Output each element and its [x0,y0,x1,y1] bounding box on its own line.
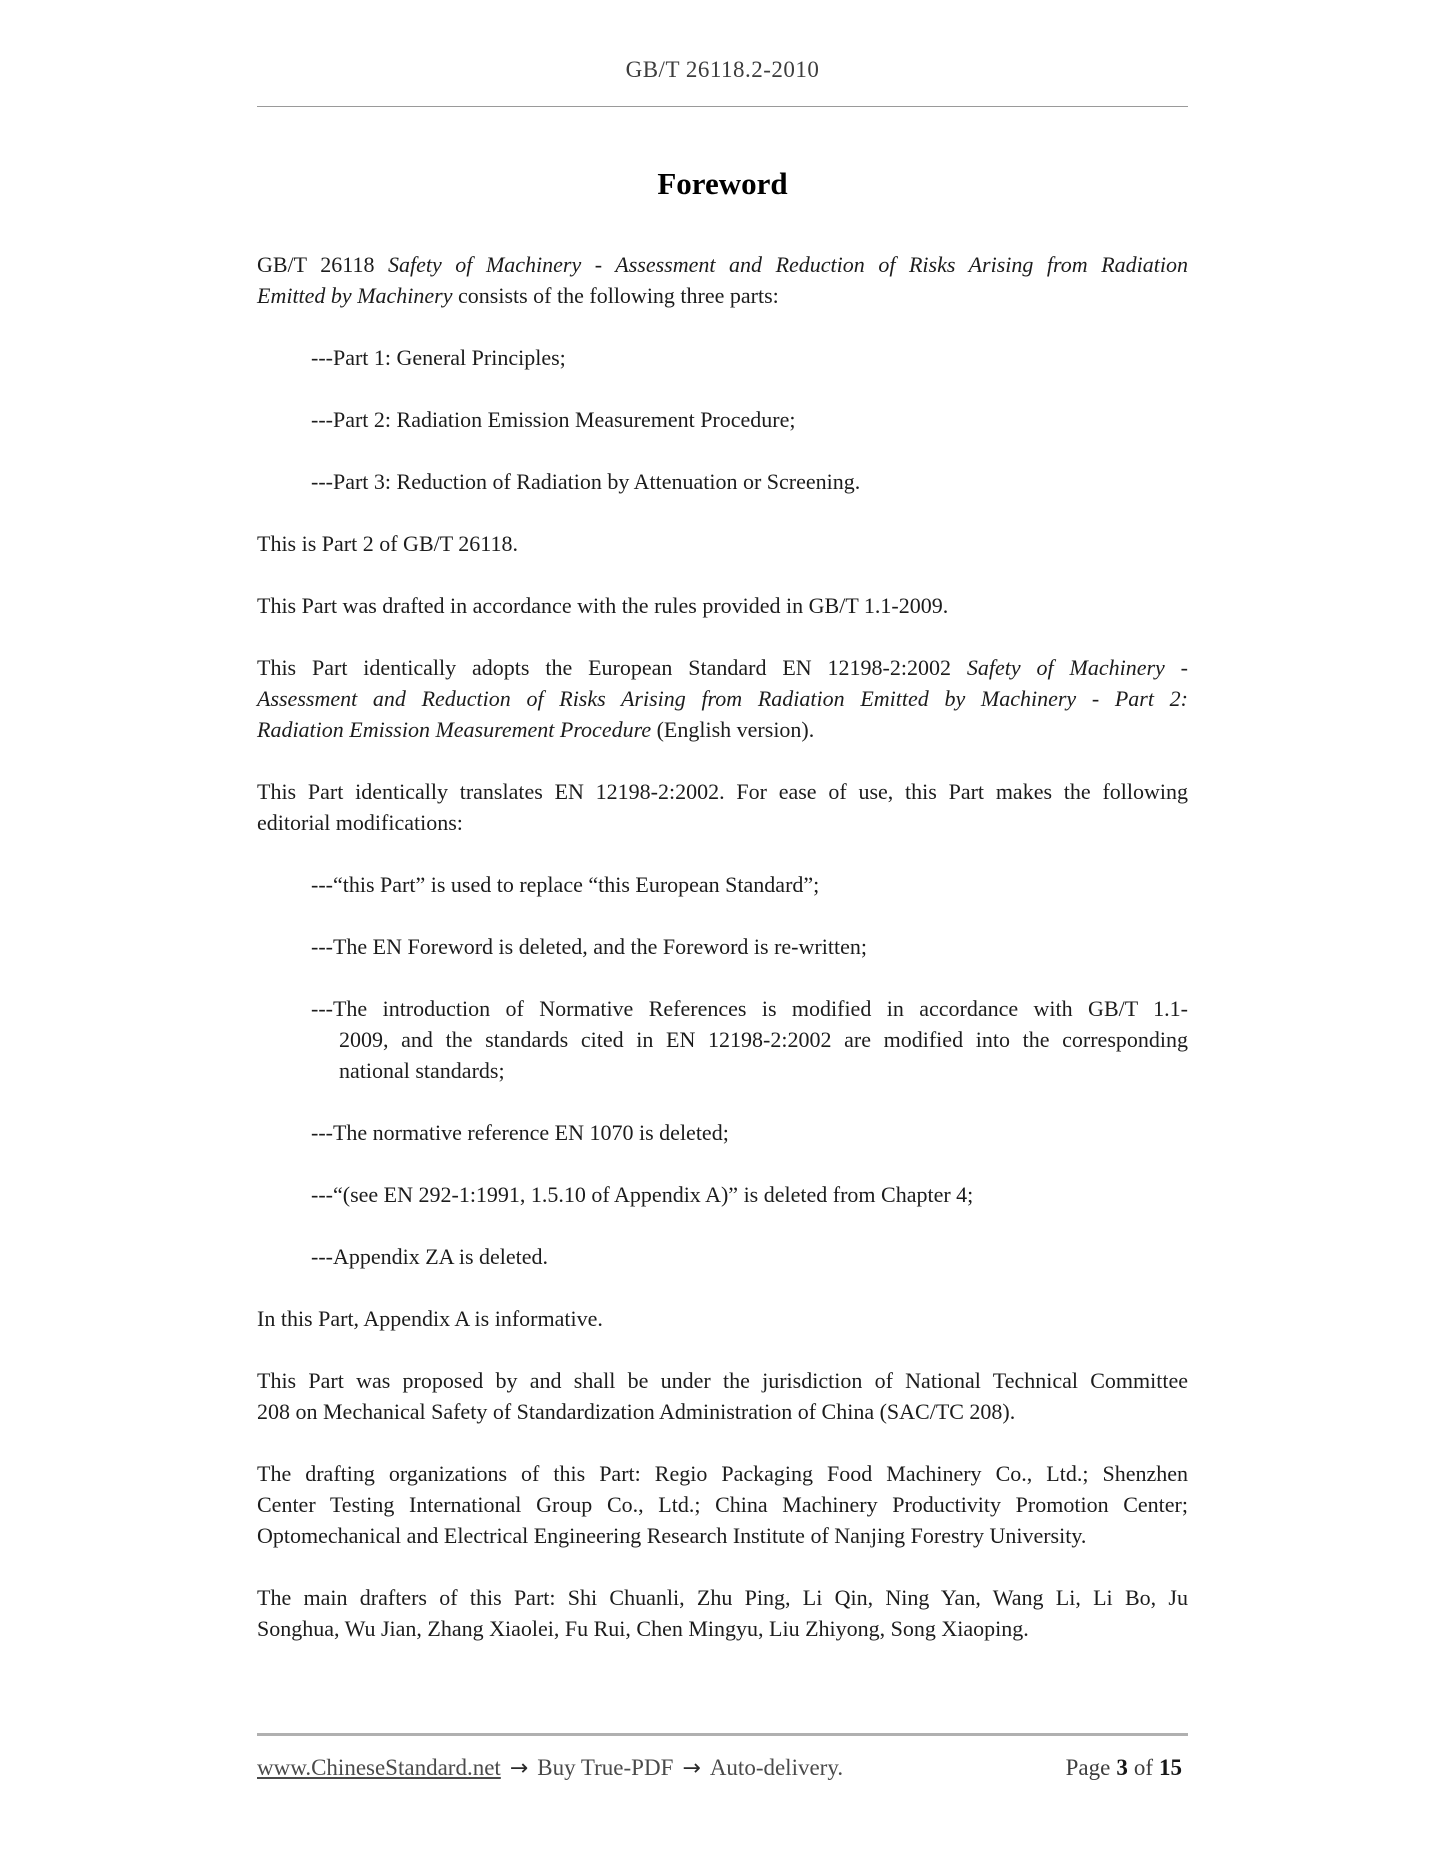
list-item [257,869,1188,900]
list-item [257,931,1188,962]
text-line: Songhua, Wu Jian, Zhang Xiaolei, Fu Rui, Chen Mingyu, Liu Zhiyong, Song Xiaoping. [257,1616,1029,1641]
list-item [257,1179,1188,1210]
of-label: of [1133,1755,1153,1780]
text-line: This Part was drafted in accordance with the rules provided in GB/T 1.1-2009. [257,593,949,618]
text-line: This Part identically adopts the European Standard EN 12198-2:2002 Safety of Machinery - [257,655,1188,680]
auto-delivery-label: Auto-delivery. [709,1755,844,1780]
text-line: ---“(see EN 292-1:1991, 1.5.10 of Appendix A)” is deleted from Chapter 4; [311,1182,974,1207]
footer [257,1733,1188,1781]
paragraph [257,1582,1188,1644]
list-item [257,993,1188,1086]
text-line: ---Appendix ZA is deleted. [311,1244,549,1269]
paragraph [257,528,1188,559]
list-item [257,1117,1188,1148]
site-link[interactable]: www.ChineseStandard.net [257,1755,501,1780]
text-line: Optomechanical and Electrical Engineering Research Institute of Nanjing Forestry University. [257,1523,1087,1548]
text-line: ---Part 1: General Principles; [311,345,566,370]
footer-info [257,1755,843,1781]
text-line: In this Part, Appendix A is informative. [257,1306,603,1331]
page-header [0,0,1445,84]
text-line: national standards; [339,1058,505,1083]
text-line: This Part identically translates EN 12198-2:2002. For ease of use, this Part makes the following [257,779,1188,804]
text-line: Center Testing International Group Co., Ltd.; China Machinery Productivity Promotion Center; [257,1492,1188,1517]
text-line: This Part was proposed by and shall be under the jurisdiction of National Technical Committee [257,1368,1188,1393]
page-title: Foreword [657,166,788,201]
paragraph [257,776,1188,838]
paragraph [257,1303,1188,1334]
text-line: ---The EN Foreword is deleted, and the Foreword is re-written; [311,934,867,959]
text-line: 208 on Mechanical Safety of Standardization Administration of China (SAC/TC 208). [257,1399,1016,1424]
text-line: ---“this Part” is used to replace “this European Standard”; [311,872,820,897]
text-line: Assessment and Reduction of Risks Arising from Radiation Emitted by Machinery - Part 2: [257,686,1188,711]
page-label: Page [1065,1755,1111,1780]
page-indicator [1066,1755,1188,1781]
text-line: This is Part 2 of GB/T 26118. [257,531,518,556]
text-line: Emitted by Machinery consists of the following three parts: [257,283,779,308]
text-line: editorial modifications: [257,810,463,835]
paragraph [257,1365,1188,1427]
text-line: ---Part 3: Reduction of Radiation by Attenuation or Screening. [311,469,861,494]
standard-code: GB/T 26118.2-2010 [625,57,820,82]
text-line: ---The introduction of Normative References is modified in accordance with GB/T 1.1- [311,996,1188,1021]
text-line: ---Part 2: Radiation Emission Measurement Procedure; [311,407,796,432]
text-line: Radiation Emission Measurement Procedure (English version). [257,717,815,742]
document-body [257,249,1188,1644]
header-rule [257,106,1188,107]
list-item [257,342,1188,373]
arrow-icon: → [509,1756,529,1781]
list-item [257,404,1188,435]
text-line: The drafting organizations of this Part: Regio Packaging Food Machinery Co., Ltd.; Shenzhen [257,1461,1188,1486]
paragraph [257,1458,1188,1551]
page-total: 15 [1159,1755,1182,1780]
page-number: 3 [1116,1755,1128,1780]
paragraph [257,652,1188,745]
list-item [257,466,1188,497]
text-line: The main drafters of this Part: Shi Chuanli, Zhu Ping, Li Qin, Ning Yan, Wang Li, Li Bo, Ju [257,1585,1188,1610]
buy-true-pdf-label: Buy True-PDF [537,1755,674,1780]
text-line: 2009, and the standards cited in EN 12198-2:2002 are modified into the corresponding [339,1027,1188,1052]
paragraph [257,590,1188,621]
list-item [257,1241,1188,1272]
paragraph [257,249,1188,311]
text-line: GB/T 26118 Safety of Machinery - Assessment and Reduction of Risks Arising from Radiation [257,252,1188,277]
arrow-icon: → [682,1756,701,1781]
text-line: ---The normative reference EN 1070 is deleted; [311,1120,729,1145]
